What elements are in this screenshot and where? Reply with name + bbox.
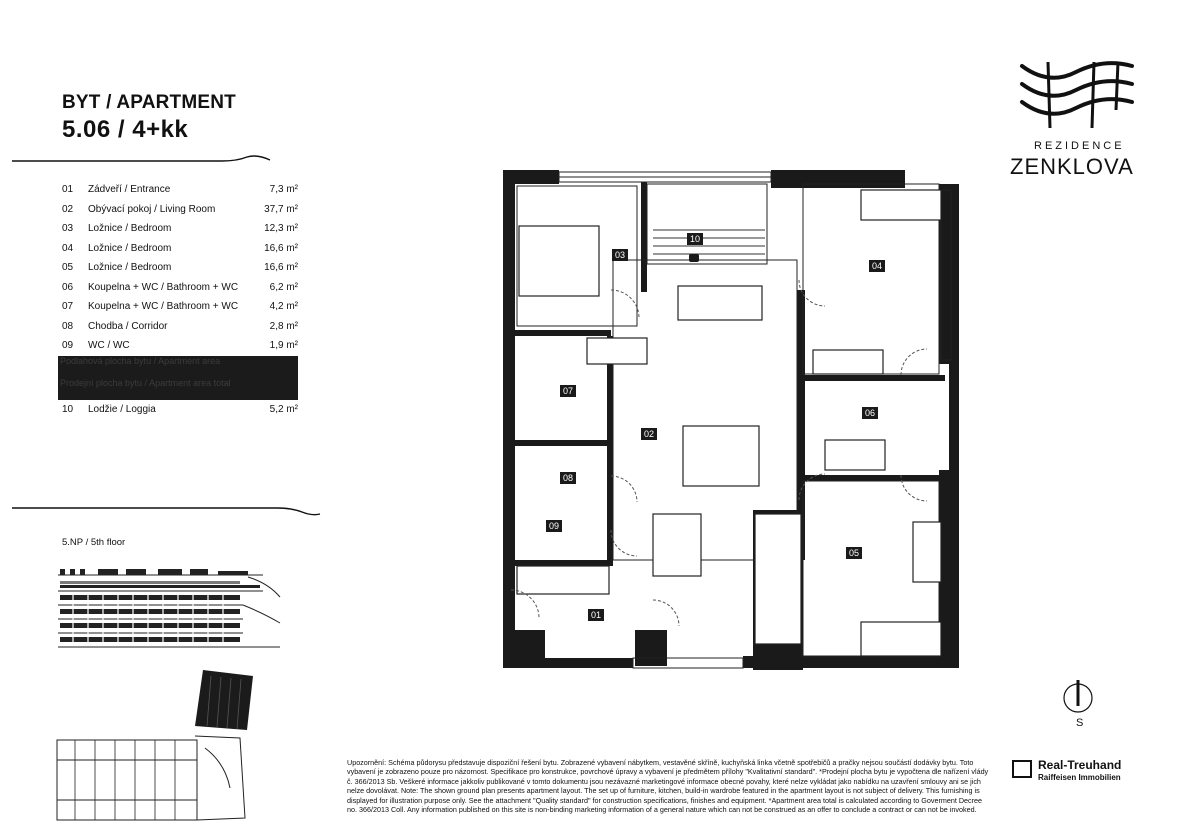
room-name: Zádveří / Entrance (88, 184, 171, 195)
brand-subtitle: REZIDENCE (1034, 140, 1125, 152)
room-row-03 (58, 219, 298, 239)
site-plan (55, 668, 255, 823)
room-number: 01 (62, 184, 74, 195)
disclaimer-text: Upozornění: Schéma půdorysu představuje dispoziční řešení bytu. Zobrazené vybavení nábytkem, vestavěné skříně, kuchyňská linka včetně spotřebičů a pračky nejsou součástí dodávky bytu. Toto vybavení je zobrazeno pouze pro názornost. Specifikace pro konstrukce, povrchové úpravy a vybavení je předmětem přílohy "Kvalitativní standard". *Prodejní plocha bytu je vypočtena dle nařízení vlády č. 366/2013 Sb. Veškeré informace jakkoliv publikované v tomto dokumentu jsou nezávazné marketingové informace obecné povahy, které nelze vykládat jako nabídku na uzavření smlouvy ani se jich nelze dovolávat. Note: The shown ground plan presents apartment layout. The set up of furniture, kitchen, build-in wardrobe featured in the apartment layout is not subject of delivery. This furnishing is displayed for illustration purpose only. See the attachment "Quality standard" for construction specifications, finishes and equipment. *Apartment area total is calculated according to Goverment Decree no. 366/2013 Coll. Any information published on this site is non-binding marketing information of a general nature which can not be construed as an offer to conclude a contract or can not be invoked. (347, 758, 989, 815)
realtor-logo-icon (1012, 760, 1032, 778)
room-name: WC / WC (88, 340, 130, 351)
room-area: 16,6 m² (264, 242, 298, 254)
room-row-09 (58, 336, 298, 356)
room-number: 07 (62, 301, 74, 312)
redacted-text: Podlahová plocha bytu / Apartment area (60, 355, 221, 366)
brand-logo-icon (1014, 58, 1139, 136)
divider-wave (12, 502, 322, 518)
room-row-07 (58, 297, 298, 317)
room-number: 04 (62, 242, 74, 254)
room-area: 5,2 m² (269, 403, 298, 415)
building-elevation (58, 553, 283, 653)
room-number: 05 (62, 262, 74, 273)
room-area: 7,3 m² (269, 184, 298, 195)
room-name: Lodžie / Loggia (88, 403, 156, 415)
room-area: 2,8 m² (269, 320, 298, 332)
room-name: Ložnice / Bedroom (88, 242, 172, 254)
room-number: 09 (62, 340, 74, 351)
redacted-row (58, 378, 298, 400)
room-area: 4,2 m² (269, 301, 298, 312)
apartment-number: 5.06 / 4+kk (62, 116, 189, 143)
divider-wave (12, 154, 272, 168)
room-row-06 (58, 278, 298, 298)
plan-label-09: 09 (549, 521, 560, 531)
room-area: 16,6 m² (264, 262, 298, 273)
room-number: 02 (62, 203, 74, 215)
plan-label-04: 04 (872, 261, 883, 271)
room-name: Obývací pokoj / Living Room (88, 203, 216, 215)
redacted-text: Prodejní plocha bytu / Apartment area total (60, 377, 231, 388)
plan-label-06: 06 (865, 408, 876, 418)
brand-title: ZENKLOVA (1010, 154, 1134, 179)
plan-label-08: 08 (563, 473, 574, 483)
plan-label-03: 03 (615, 250, 626, 260)
plan-label-10: 10 (690, 234, 701, 244)
room-name: Chodba / Corridor (88, 320, 168, 332)
plan-label-01: 01 (591, 610, 602, 620)
room-name: Koupelna + WC / Bathroom + WC (88, 301, 239, 312)
room-area: 1,9 m² (269, 340, 298, 351)
room-name: Ložnice / Bedroom (88, 223, 172, 234)
compass-label: S (1076, 717, 1084, 729)
room-schedule (58, 180, 298, 419)
floor-label: 5.NP / 5th floor (62, 537, 126, 548)
room-row-08 (58, 317, 298, 337)
realtor-name: Real-Treuhand (1038, 758, 1122, 772)
redacted-row (58, 356, 298, 378)
room-number: 03 (62, 223, 74, 234)
realtor-subtitle: Raiffeisen Immobilien (1038, 773, 1121, 782)
room-area: 6,2 m² (269, 281, 298, 293)
floor-plan (503, 170, 963, 672)
room-name: Koupelna + WC / Bathroom + WC (88, 281, 239, 293)
apartment-label: BYT / APARTMENT (62, 92, 236, 113)
room-number: 10 (62, 403, 74, 415)
plan-label-02: 02 (644, 429, 655, 439)
plan-label-07: 07 (563, 386, 574, 396)
room-row-04 (58, 239, 298, 259)
room-row-05 (58, 258, 298, 278)
room-name: Ložnice / Bedroom (88, 262, 172, 273)
room-number: 06 (62, 281, 74, 293)
room-area: 12,3 m² (264, 223, 298, 234)
north-arrow-icon (1062, 676, 1094, 716)
plan-label-05: 05 (849, 548, 860, 558)
room-row-01 (58, 180, 298, 200)
room-row-02 (58, 200, 298, 220)
room-area: 37,7 m² (264, 203, 298, 215)
room-row-10 (58, 400, 298, 420)
room-number: 08 (62, 320, 74, 332)
